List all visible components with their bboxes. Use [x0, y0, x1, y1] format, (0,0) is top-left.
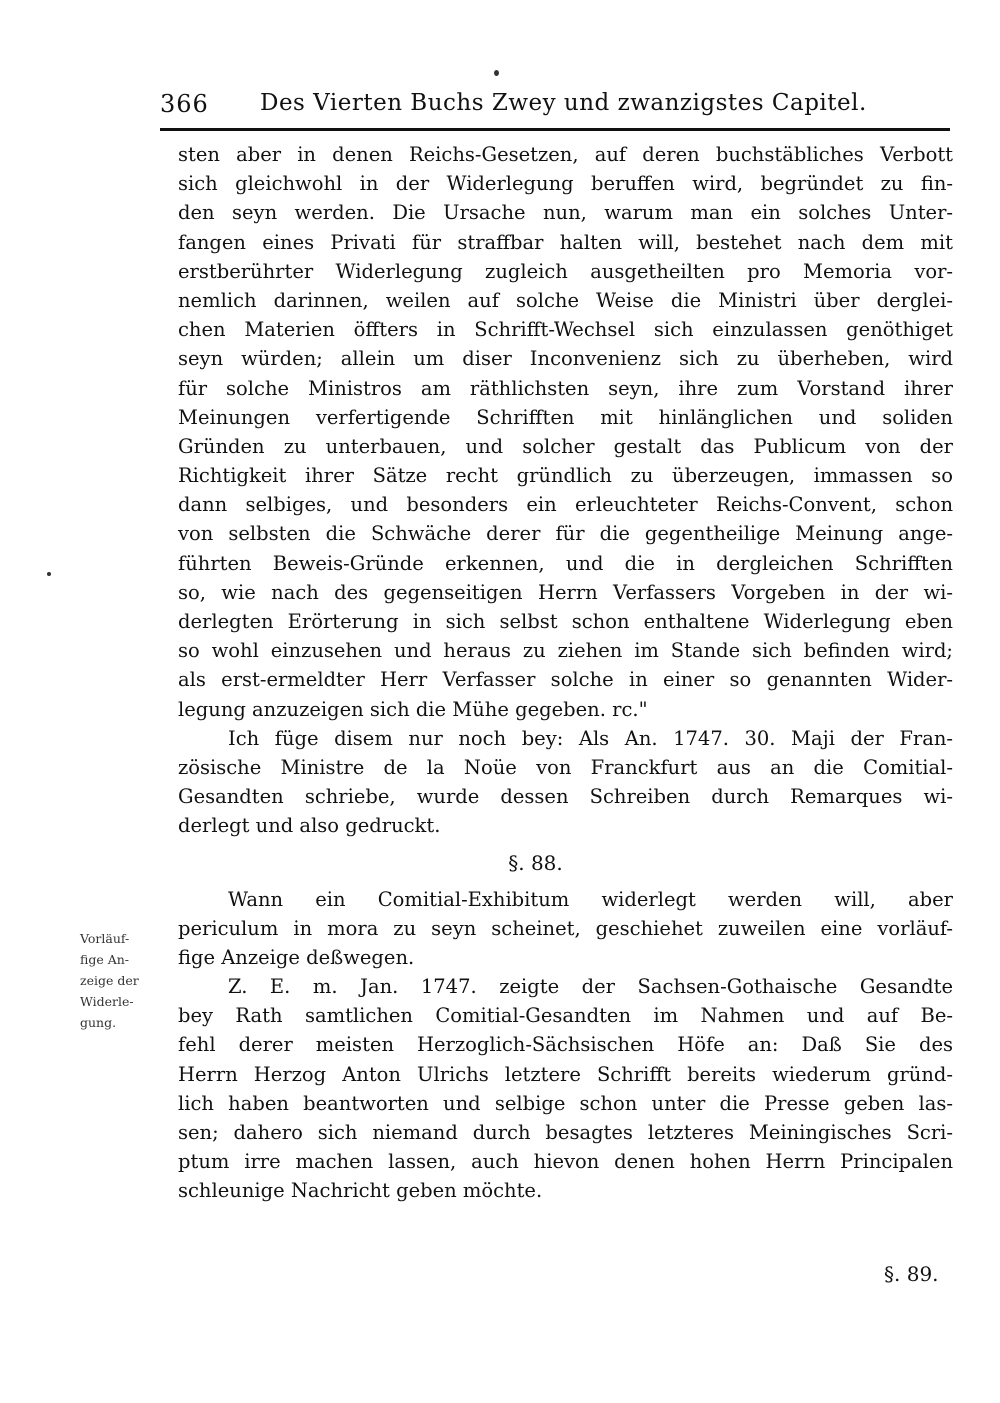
paragraph-continuation [178, 140, 953, 724]
margin-note-line: fige An- [80, 952, 130, 967]
text-line: dann selbiges, und besonders ein erleuchteter Reichs-Convent, schon [178, 493, 953, 517]
text-line: Z. E. m. Jan. 1747. zeigte der Sachsen-Gothaische Gesandte [228, 975, 953, 999]
ink-speck [494, 70, 499, 76]
text-line: seyn würden; allein um diser Inconvenienz sich zu überheben, wird [178, 347, 953, 371]
text-line: legung anzuzeigen sich die Mühe gegeben. rc." [178, 697, 648, 721]
text-line: fige Anzeige deßwegen. [178, 945, 415, 969]
text-line: nemlich darinnen, weilen auf solche Weise die Ministri über derglei- [178, 288, 953, 312]
text-line: fangen eines Privati für straffbar halten will, bestehet nach dem mit [178, 230, 953, 254]
text-line: von selbsten die Schwäche derer für die gegentheilige Meinung ange- [178, 522, 953, 546]
text-line: sich gleichwohl in der Widerlegung beruffen wird, begründet zu fin- [178, 172, 953, 196]
page-header [160, 84, 950, 128]
text-line: periculum in mora zu seyn scheinet, geschiehet zuweilen eine vorläuf- [178, 916, 953, 940]
text-line: ptum irre machen lassen, auch hievon denen hohen Herrn Principalen [178, 1150, 953, 1174]
margin-note-line: Widerle- [80, 994, 134, 1009]
text-line: so wohl einzusehen und heraus zu ziehen im Stande sich befinden wird; [178, 639, 953, 663]
text-line: chen Materien öffters in Schrifft-Wechsel sich einzulassen genöthiget [178, 318, 953, 342]
text-line: führten Beweis-Gründe erkennen, und die in dergleichen Schrifften [178, 551, 953, 575]
margin-note-line: gung. [80, 1015, 117, 1030]
text-line: fehl derer meisten Herzoglich-Sächsischen Höfe an: Daß Sie des [178, 1033, 953, 1057]
text-line: Gründen zu unterbauen, und solcher gestalt das Publicum von der [178, 434, 953, 458]
text-line: Meinungen verfertigende Schrifften mit hinlänglichen und soliden [178, 405, 953, 429]
text-line: für solche Ministros am räthlichsten seyn, ihre zum Vorstand ihrer [178, 376, 953, 400]
text-line: Ich füge disem nur noch bey: Als An. 1747. 30. Maji der Fran- [228, 726, 953, 750]
text-line: Herrn Herzog Anton Ulrichs letztere Schrifft bereits wiederum gründ- [178, 1062, 953, 1086]
text-line: schleunige Nachricht geben möchte. [178, 1179, 543, 1203]
text-line: zösische Ministre de la Noüe von Franckfurt aus an die Comitial- [178, 755, 953, 779]
section-heading: §. 88. [508, 850, 563, 875]
text-line: den seyn werden. Die Ursache nun, warum man ein solches Unter- [178, 201, 953, 225]
margin-note [80, 928, 170, 1033]
page-number: 366 [160, 90, 209, 118]
text-line: derlegten Erörterung in sich selbst schon enthaltene Widerlegung eben [178, 610, 953, 633]
running-head: Des Vierten Buchs Zwey und zwanzigstes Capitel. [260, 90, 867, 116]
text-line: Wann ein Comitial-Exhibitum widerlegt werden will, aber [228, 887, 953, 911]
ink-speck [47, 572, 51, 576]
text-line: Richtigkeit ihrer Sätze recht gründlich zu überzeugen, immassen so [178, 464, 953, 488]
paragraph [178, 972, 953, 1206]
body-text [178, 140, 953, 1206]
text-line: als erst-ermeldter Herr Verfasser solche in einer so genannten Wider- [178, 668, 953, 692]
text-line: Gesandten schriebe, wurde dessen Schreiben durch Remarques wi- [178, 785, 953, 809]
text-line: derlegt und also gedruckt. [178, 814, 441, 838]
text-line: bey Rath samtlichen Comitial-Gesandten im Nahmen und auf Be- [178, 1004, 953, 1028]
text-line: erstberührter Widerlegung zugleich ausgetheilten pro Memoria vor- [178, 259, 953, 283]
paragraph [178, 885, 953, 973]
text-line: lich haben beantworten und selbige schon unter die Presse geben las- [178, 1091, 953, 1115]
text-line: sten aber in denen Reichs-Gesetzen, auf deren buchstäbliches Verbott [178, 143, 953, 166]
margin-note-line: zeige der [80, 973, 139, 988]
margin-note-line: Vorläuf- [80, 931, 130, 946]
text-line: so, wie nach des gegenseitigen Herrn Verfassers Vorgeben in der wi- [178, 580, 953, 604]
header-rule [160, 128, 950, 131]
catchword: §. 89. [884, 1262, 939, 1286]
paragraph [178, 724, 953, 841]
text-line: sen; dahero sich niemand durch besagtes letzteres Meiningisches Scri- [178, 1121, 953, 1144]
